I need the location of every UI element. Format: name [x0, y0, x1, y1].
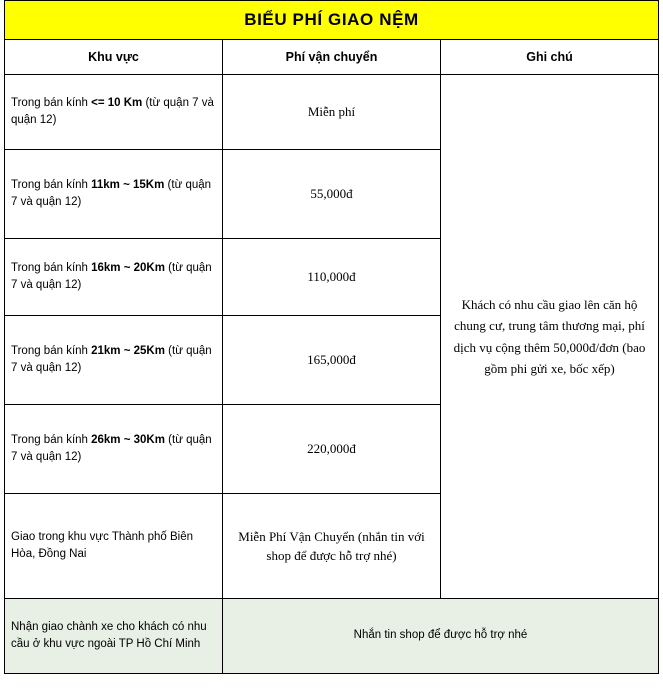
area-cell: [5, 239, 223, 316]
fee-cell: 220,000đ: [223, 405, 441, 494]
area-text-bold: 16km ~ 20Km: [91, 262, 165, 275]
fee-table: [4, 0, 659, 674]
footer-note-right: Nhắn tin shop để được hỗ trợ nhé: [223, 599, 659, 674]
area-cell: [5, 405, 223, 494]
column-header-note: Ghi chú: [441, 40, 659, 75]
header-row: [5, 40, 659, 75]
table-row: [5, 75, 659, 150]
page-title: BIỂU PHÍ GIAO NỆM: [5, 1, 659, 40]
footer-row: [5, 599, 659, 674]
area-cell: [5, 316, 223, 405]
note-cell: Khách có nhu cầu giao lên căn hộ chung cư, trung tâm thương mại, phí dịch vụ cộng thêm 50,000đ/đơn (bao gồm phi gửi xe, bốc xếp): [441, 75, 659, 599]
area-text-bold: 11km ~ 15Km: [91, 179, 165, 192]
footer-note-left: Nhận giao chành xe cho khách có nhu cầu ở khu vực ngoài TP Hồ Chí Minh: [5, 599, 223, 674]
area-text-prefix: Trong bán kính: [11, 434, 92, 447]
area-text-prefix: Trong bán kính: [11, 97, 92, 110]
area-text-bold: 21km ~ 25Km: [91, 345, 165, 358]
column-header-fee: Phí vận chuyển: [223, 40, 441, 75]
fee-cell: 55,000đ: [223, 150, 441, 239]
area-text-bold: 26km ~ 30Km: [91, 434, 165, 447]
area-text-suffix: (từ quận 7 và quận 12): [11, 262, 212, 291]
title-row: [5, 1, 659, 40]
fee-cell: Miễn phí: [223, 75, 441, 150]
area-cell: [5, 494, 223, 599]
area-text-prefix: Trong bán kính: [11, 179, 92, 192]
area-text-suffix: (từ quận 7 và quận 12): [11, 97, 214, 126]
fee-schedule-sheet: [4, 0, 659, 674]
area-text-bold: <= 10 Km: [91, 97, 143, 110]
fee-cell: 165,000đ: [223, 316, 441, 405]
area-text-prefix: Giao trong khu vực Thành phố Biên Hòa, Đồng Nai: [11, 531, 194, 560]
area-text-prefix: Trong bán kính: [11, 262, 92, 275]
area-cell: [5, 150, 223, 239]
area-text-prefix: Trong bán kính: [11, 345, 92, 358]
fee-cell: Miễn Phí Vận Chuyển (nhắn tin với shop để được hỗ trợ nhé): [223, 494, 441, 599]
area-text-suffix: (từ quận 7 và quận 12): [11, 179, 212, 208]
column-header-area: Khu vực: [5, 40, 223, 75]
fee-cell: 110,000đ: [223, 239, 441, 316]
area-text-suffix: (từ quận 7 và quận 12): [11, 434, 212, 463]
area-text-suffix: (từ quận 7 và quận 12): [11, 345, 212, 374]
area-cell: [5, 75, 223, 150]
